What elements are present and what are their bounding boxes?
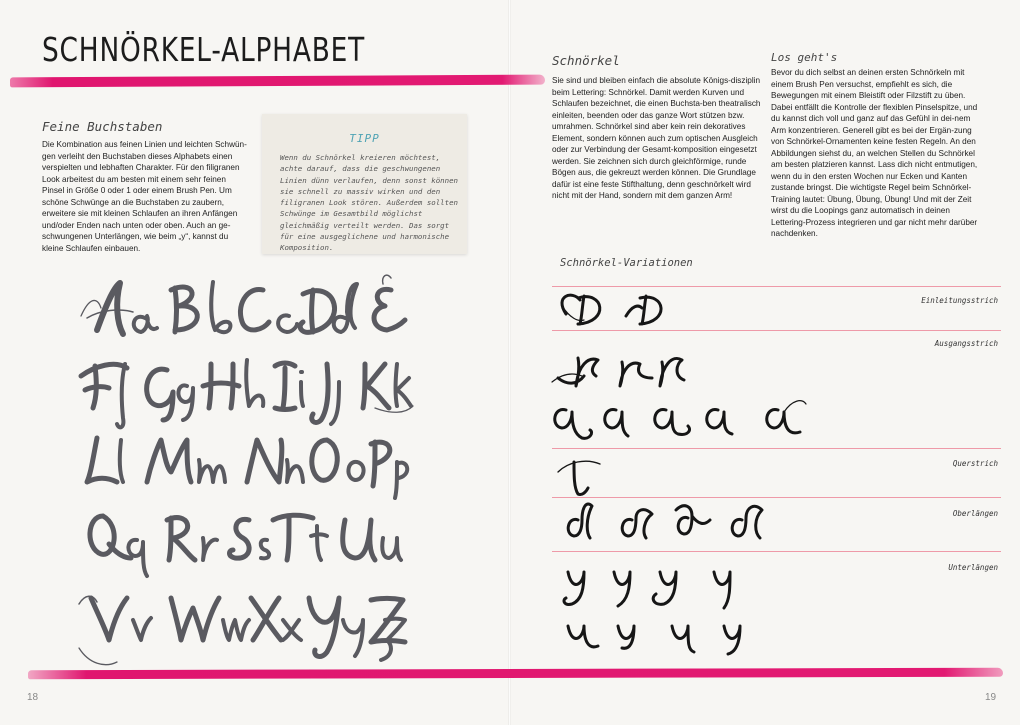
page-number-left: 18 (27, 692, 39, 703)
alphabet-row-3 (87, 438, 407, 498)
sample-querstrich (558, 461, 600, 494)
variation-samples (548, 286, 808, 656)
alphabet-illustration (75, 268, 415, 678)
sample-unterlaengen (564, 572, 740, 654)
variation-label-ausgangsstrich: Ausgangsstrich (934, 339, 998, 348)
alphabet-row-5 (79, 596, 405, 660)
section-text-schnoerkel: Sie sind und bleiben einfach die absolute Königs-disziplin beim Lettering: Schnörkel. Damit werden Kurven und Schlaufen bezeichnet, die einen Buchsta-ben theatralisch einleiten, beenden oder das ganze Wort stützen bzw. umrahmen. Schnörkel sind aber kein rein dekoratives Element, sondern können auch zum optischen Ausgleich oder zur Verbindung der Gesamt-komposition eingesetzt werden. Sie zeichnen sich durch gleichförmige, runde Bögen aus, die gekreuzt werden können. Die Grundlage dafür ist eine feste Stifthaltung, denn geschnörkelt wird nicht mit der Hand, sondern mit dem ganzen Arm! (552, 76, 761, 200)
page-number-right: 19 (985, 692, 997, 703)
sample-oberlaengen (568, 504, 762, 538)
page-title: SCHNÖRKEL-ALPHABET (42, 30, 366, 69)
variation-label-einleitungsstrich: Einleitungsstrich (921, 296, 998, 305)
section-text-los-gehts: Bevor du dich selbst an deinen ersten Schnörkeln mit einem Brush Pen versuchst, empfiehlt es sich, die Bewegungen mit einem Bleistift oder Filzstift zu üben. Dabei entfällt die Kontrolle der flexiblen Pinselspitze, und du kannst dich voll und ganz auf das Gefühl in dei-nem Arm konzentrieren. Generell gibt es bei der Ergän-zung von Schnörkel-Ornamenten keine festen Regeln. An den Abbildungen siehst du, an welchen Stellen du Schnörkel am besten platzieren kannst. Lass dich nicht entmutigen, wenn du in den ersten Wochen nur Ecken und Kanten zustande bringst. Die wichtigste Regel beim Schnörkel-Training lautet: Übung, Übung, Übung! Und mit der Zeit wirst du die Loopings ganz automatisch in deinen Lettering-Prozess integrieren und gar nicht mehr darüber nachdenken. (771, 68, 978, 238)
sample-ausgangsstrich-a (555, 401, 806, 439)
alphabet-row-4 (90, 515, 401, 576)
sample-ausgangsstrich-r (552, 358, 684, 386)
book-spine (508, 0, 511, 725)
tipp-box (262, 114, 467, 254)
section-heading-feine-buchstaben: Feine Buchstaben (42, 119, 163, 134)
tipp-title: TIPP (349, 132, 380, 145)
variation-label-querstrich: Querstrich (952, 459, 998, 468)
section-heading-schnoerkel: Schnörkel (552, 53, 620, 68)
tipp-text: Wenn du Schnörkel kreieren möchtest, achte darauf, dass die geschwungenen Linien dünn verlaufen, denn sonst können sie schnell zu massiv wirken und den filigranen Look stören. Außerdem sollten Schwünge im Gesamtbild möglichst gleichmäßig verteilt werden. Das sorgt für eine ausgeglichene und harmonische Komposition. (280, 153, 458, 253)
alphabet-row-2 (81, 360, 411, 427)
section-text-feine-buchstaben: Die Kombination aus feinen Linien und leichten Schwün-gen verleiht den Buchstaben dieses Alphabets einen verspielten und lebhaften Charakter. Für den filigranen Look arbeitest du am besten mit einem sehr feinen Pinsel in Größe 0 oder 1 oder einem Brush Pen. Um schöne Schwünge an die Buchstaben zu zaubern, erweitere sie mit kleinen Schlaufen an ihren Anfängen und/oder Enden nach unten oder oben. Auch an ge-schwungenen Unterlängen, wie beim „y“, kannst du kleine Schlaufen einbauen. (42, 140, 247, 253)
sample-einleitungsstrich (562, 295, 661, 324)
variation-label-unterlaengen: Unterlängen (948, 563, 998, 572)
variation-label-oberlaengen: Oberlängen (952, 509, 998, 518)
section-heading-los-gehts: Los geht's (771, 51, 838, 64)
variations-heading: Schnörkel-Variationen (560, 257, 693, 269)
alphabet-row-1 (87, 275, 405, 334)
